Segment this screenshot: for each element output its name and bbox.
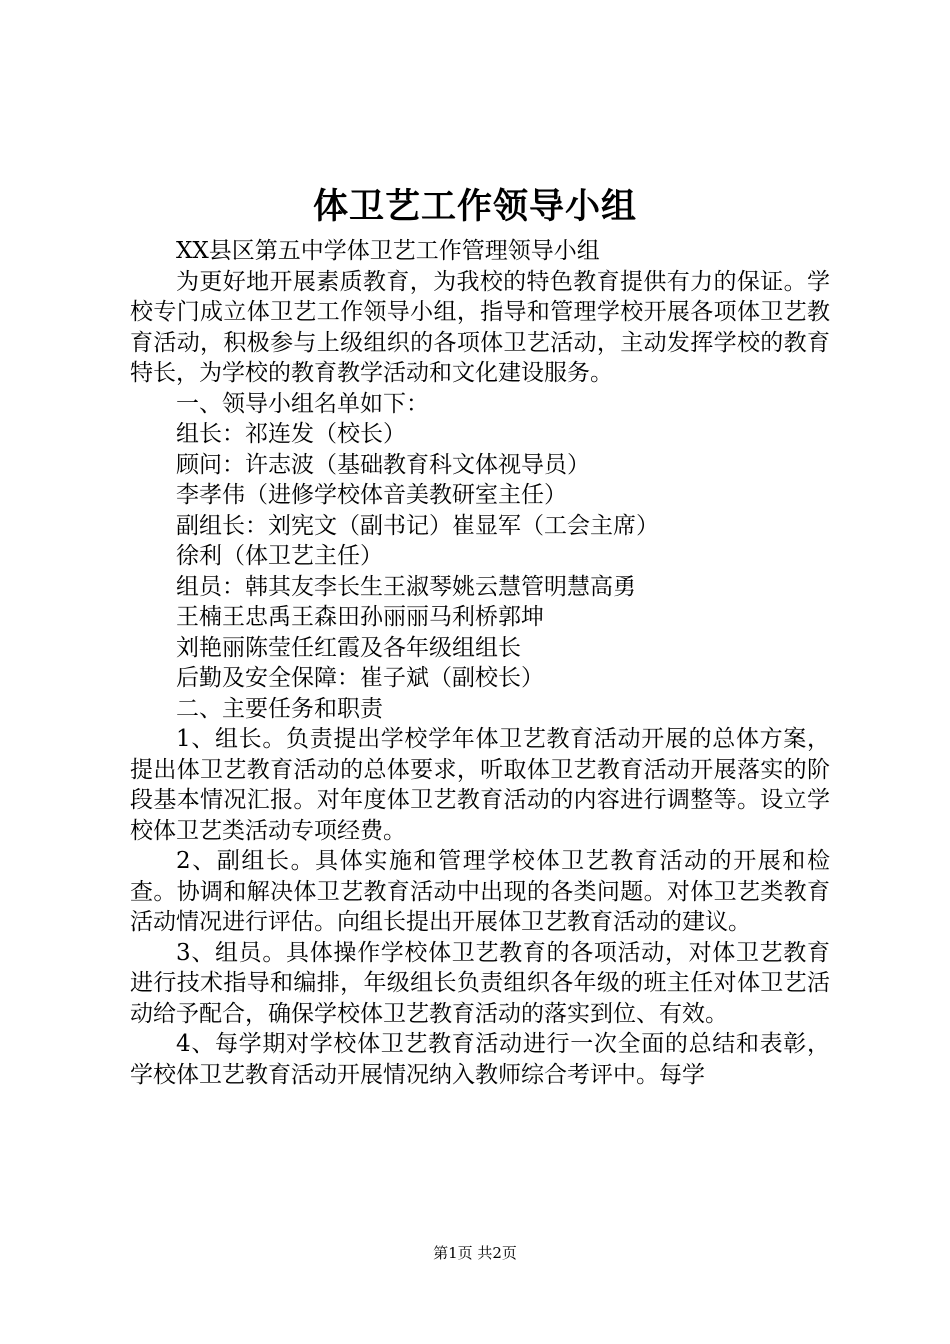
member-line-deputy-2: 徐利（体卫艺主任） [176, 543, 383, 569]
duty-paragraph-leader: 1、组长。负责提出学校学年体卫艺教育活动开展的总体方案，提出体卫艺教育活动的总体要求，听取体卫艺教育活动开展落实的阶段基本情况汇报。对年度体卫艺教育活动的内容进行调整等。设立学校体卫艺类活动专项经费。 [130, 726, 830, 844]
member-line-advisor-2: 李孝伟（进修学校体音美教研室主任） [176, 482, 567, 508]
duty-paragraph-review: 4、每学期对学校体卫艺教育活动进行一次全面的总结和表彰，学校体卫艺教育活动开展情况纳入教师综合考评中。每学 [130, 1031, 830, 1088]
member-line-deputy: 副组长：刘宪文（副书记）崔显军（工会主席） [176, 512, 659, 539]
member-line-logistics: 后勤及安全保障：崔子斌（副校长） [176, 665, 544, 691]
paragraph-intro: 为更好地开展素质教育，为我校的特色教育提供有力的保证。学校专门成立体卫艺工作领导小组，指导和管理学校开展各项体卫艺教育活动，积极参与上级组织的各项体卫艺活动，主动发挥学校的教育特长，为学校的教育教学活动和文化建设服务。 [130, 268, 830, 386]
document-title: 体卫艺工作领导小组 [312, 186, 637, 227]
section-heading-duties: 二、主要任务和职责 [176, 695, 383, 722]
member-line-members-3: 刘艳丽陈莹任红霞及各年级组组长 [176, 634, 521, 661]
member-line-advisor: 顾问：许志波（基础教育科文体视导员） [176, 451, 590, 478]
member-line-leader: 组长：祁连发（校长） [176, 421, 406, 447]
document-body [130, 236, 830, 1090]
paragraph-school-name: XX县区第五中学体卫艺工作管理领导小组 [176, 238, 600, 264]
member-line-members: 组员：韩其友李长生王淑琴姚云慧管明慧高勇 [176, 573, 636, 600]
duty-paragraph-members: 3、组员。具体操作学校体卫艺教育的各项活动，对体卫艺教育进行技术指导和编排，年级组长负责组织各年级的班主任对体卫艺活动给予配合，确保学校体卫艺教育活动的落实到位、有效。 [130, 939, 830, 1027]
section-heading-members: 一、领导小组名单如下： [176, 390, 429, 417]
page-footer: 第1页 共2页 [433, 1244, 517, 1262]
member-line-members-2: 王楠王忠禹王森田孙丽丽马利桥郭坤 [176, 604, 544, 630]
duty-paragraph-deputy: 2、副组长。具体实施和管理学校体卫艺教育活动的开展和检查。协调和解决体卫艺教育活动中出现的各类问题。对体卫艺类教育活动情况进行评估。向组长提出开展体卫艺教育活动的建议。 [130, 848, 830, 935]
